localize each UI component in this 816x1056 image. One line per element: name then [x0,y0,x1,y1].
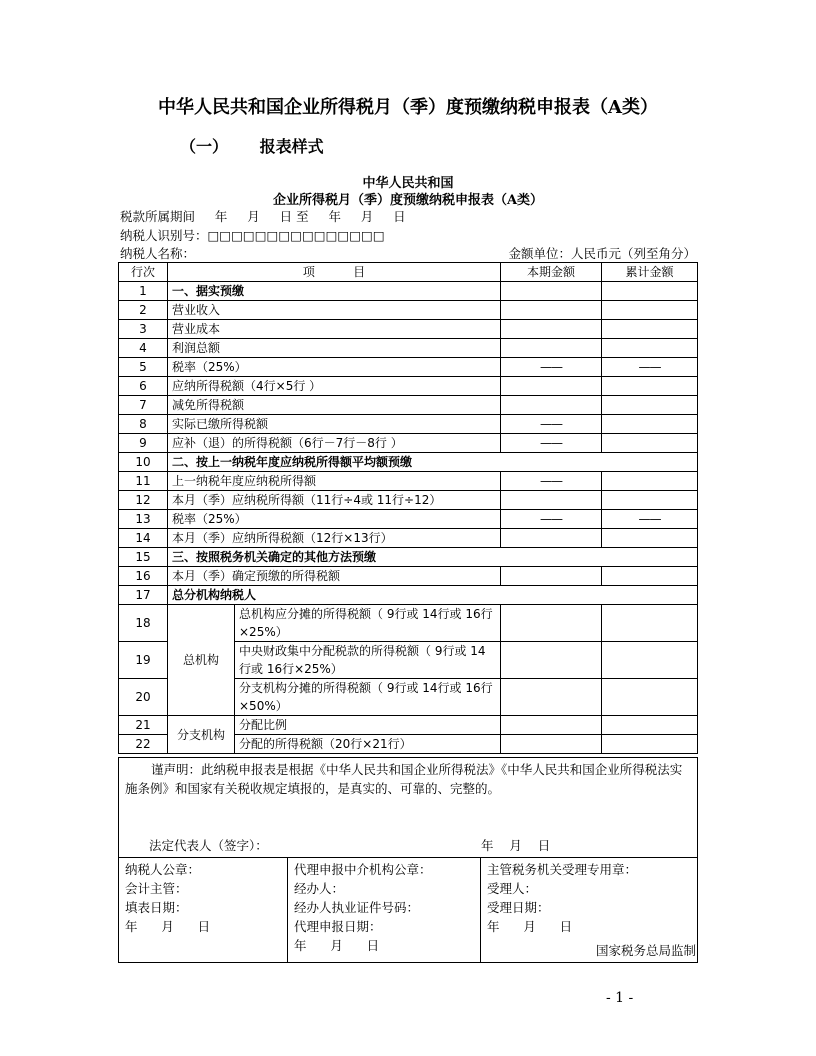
row-item: 应纳所得税额（4行×5行 ） [168,377,501,396]
agent-seal-box[interactable] [288,858,481,963]
row-no: 1 [119,282,168,301]
current-cell[interactable] [501,491,602,510]
row-no: 4 [119,339,168,358]
row-item: 实际已缴所得税额 [168,415,501,434]
supervision-note: 国家税务总局监制 [595,943,696,958]
cumulative-cell[interactable] [602,567,698,586]
current-cell[interactable] [501,567,602,586]
row-item: 营业收入 [168,301,501,320]
section-label: 报表样式 [259,137,324,156]
row-no: 10 [119,453,168,472]
current-cell[interactable] [501,320,602,339]
row-item: 本月（季）应纳税所得额（11行÷4或 11行÷12） [168,491,501,510]
row-no: 6 [119,377,168,396]
group-hq: 总机构 [168,605,235,716]
row-item: 本月（季）确定预缴的所得税额 [168,567,501,586]
table-header-row [119,263,698,282]
legal-rep-date: 年 月 日 [481,838,551,853]
current-cell[interactable] [501,396,602,415]
row-item: 分配的所得税额（20行×21行） [235,735,501,754]
table-row [119,716,698,735]
row-item: 分配比例 [235,716,501,735]
row-no: 21 [119,716,168,735]
cumulative-cell[interactable] [602,339,698,358]
currency-unit: 金额单位：人民币元（列至角分） [508,246,696,261]
cumulative-cell[interactable] [602,642,698,679]
dash-cell: —— [501,358,602,377]
fill-date: 年 月 日 [125,919,211,934]
row-item: 利润总额 [168,339,501,358]
row-no: 5 [119,358,168,377]
row-item: 应补（退）的所得税额（6行－7行－8行 ） [168,434,501,453]
table-row [119,510,698,529]
row-item: 本月（季）应纳所得税额（12行×13行） [168,529,501,548]
taxpayer-seal-box[interactable] [119,858,288,963]
row-no: 12 [119,491,168,510]
row-item: 一、据实预缴 [168,282,501,301]
table-row [119,301,698,320]
current-cell[interactable] [501,642,602,679]
dash-cell: —— [501,434,602,453]
header-row-no: 行次 [119,263,168,282]
row-item: 减免所得税额 [168,396,501,415]
agent-date-label: 代理申报日期： [294,919,382,934]
row-no: 14 [119,529,168,548]
declaration-statement: 谨声明：此纳税申报表是根据《中华人民共和国企业所得税法》《中华人民共和国企业所得税法实施条例》和国家有关税收规定填报的，是真实的、可靠的、完整的。 [125,762,683,796]
row-no: 11 [119,472,168,491]
declaration-signature-table [118,757,698,963]
agent-seal-label: 代理申报中介机构公章： [294,862,432,877]
header-cumulative: 累计金额 [602,263,698,282]
table-row [119,453,698,472]
row-item: 营业成本 [168,320,501,339]
table-row [119,339,698,358]
fill-date-label: 填表日期： [125,900,188,915]
declaration-text [125,760,691,830]
table-row [119,548,698,567]
tax-period: 税款所属期间 年 月 日 至 年 月 日 [120,209,406,224]
row-no: 17 [119,586,168,605]
table-row [119,415,698,434]
row-no: 3 [119,320,168,339]
row-item: 分支机构分摊的所得税额（ 9行或 14行或 16行×50%） [235,679,501,716]
dash-cell: —— [501,415,602,434]
section-number: （一） [180,137,229,156]
table-row [119,358,698,377]
row-item: 中央财政集中分配税款的所得税额（ 9行或 14行或 16行×25%） [235,642,501,679]
table-row [119,377,698,396]
row-no: 8 [119,415,168,434]
table-row [119,396,698,415]
taxpayer-name: 纳税人名称： [120,246,196,261]
table-row [119,567,698,586]
cumulative-cell[interactable] [602,605,698,642]
current-cell[interactable] [501,377,602,396]
receiver-label: 受理人： [487,881,538,896]
row-item: 上一纳税年度应纳税所得额 [168,472,501,491]
current-cell[interactable] [501,301,602,320]
document-title: 中华人民共和国企业所得税月（季）度预缴纳税申报表（A类） [158,97,658,118]
dash-cell: —— [602,358,698,377]
accounting-supervisor-label: 会计主管： [125,881,188,896]
table-row [119,529,698,548]
header-item: 项 目 [168,263,501,282]
dash-cell: —— [602,510,698,529]
row-item: 税率（25%） [168,358,501,377]
cumulative-cell[interactable] [602,396,698,415]
declaration-table [118,262,698,754]
receive-date: 年 月 日 [487,919,573,934]
current-cell[interactable] [501,735,602,754]
row-no: 20 [119,679,168,716]
tax-authority-seal-label: 主管税务机关受理专用章： [487,862,638,877]
taxpayer-id: 纳税人识别号：□□□□□□□□□□□□□□□ [120,228,385,243]
declaration-box [119,758,698,858]
current-cell[interactable] [501,605,602,642]
cumulative-cell[interactable] [602,735,698,754]
current-cell[interactable] [501,339,602,358]
table-row [119,320,698,339]
row-no: 2 [119,301,168,320]
cumulative-cell[interactable] [602,415,698,434]
row-no: 16 [119,567,168,586]
row-no: 18 [119,605,168,642]
receive-date-label: 受理日期： [487,900,550,915]
row-no: 13 [119,510,168,529]
cumulative-cell[interactable] [602,472,698,491]
row-no: 15 [119,548,168,567]
row-item: 总分机构纳税人 [168,586,698,605]
header-current: 本期金额 [501,263,602,282]
group-branch: 分支机构 [168,716,235,754]
current-cell[interactable] [501,282,602,301]
row-no: 7 [119,396,168,415]
table-row [119,282,698,301]
table-row [119,605,698,642]
row-item: 三、按照税务机关确定的其他方法预缴 [168,548,698,567]
row-no: 9 [119,434,168,453]
row-item: 二、按上一纳税年度应纳税所得额平均额预缴 [168,453,698,472]
handler-cert-label: 经办人执业证件号码： [294,900,420,915]
current-cell[interactable] [501,679,602,716]
form-title-line1: 中华人民共和国 [362,176,454,191]
table-row [119,491,698,510]
table-row [119,586,698,605]
cumulative-cell[interactable] [602,282,698,301]
form-title-line2: 企业所得税月（季）度预缴纳税申报表（A类） [272,193,544,208]
table-row [119,472,698,491]
legal-rep-line [125,836,691,855]
taxpayer-seal-label: 纳税人公章： [125,862,201,877]
row-no: 22 [119,735,168,754]
cumulative-cell[interactable] [602,320,698,339]
row-item: 税率（25%） [168,510,501,529]
current-cell[interactable] [501,716,602,735]
dash-cell: —— [501,510,602,529]
cumulative-cell[interactable] [602,716,698,735]
page-number: - 1 - [606,990,634,1006]
cumulative-cell[interactable] [602,529,698,548]
current-cell[interactable] [501,529,602,548]
cumulative-cell[interactable] [602,301,698,320]
table-row [119,434,698,453]
dash-cell: —— [501,472,602,491]
cumulative-cell[interactable] [602,491,698,510]
row-no: 19 [119,642,168,679]
row-item: 总机构应分摊的所得税额（ 9行或 14行或 16行×25%） [235,605,501,642]
handler-label: 经办人： [294,881,345,896]
agent-date: 年 月 日 [294,938,380,953]
cumulative-cell[interactable] [602,679,698,716]
section-heading [180,134,324,157]
cumulative-cell[interactable] [602,434,698,453]
cumulative-cell[interactable] [602,377,698,396]
legal-rep-label: 法定代表人（签字）： [149,838,268,853]
